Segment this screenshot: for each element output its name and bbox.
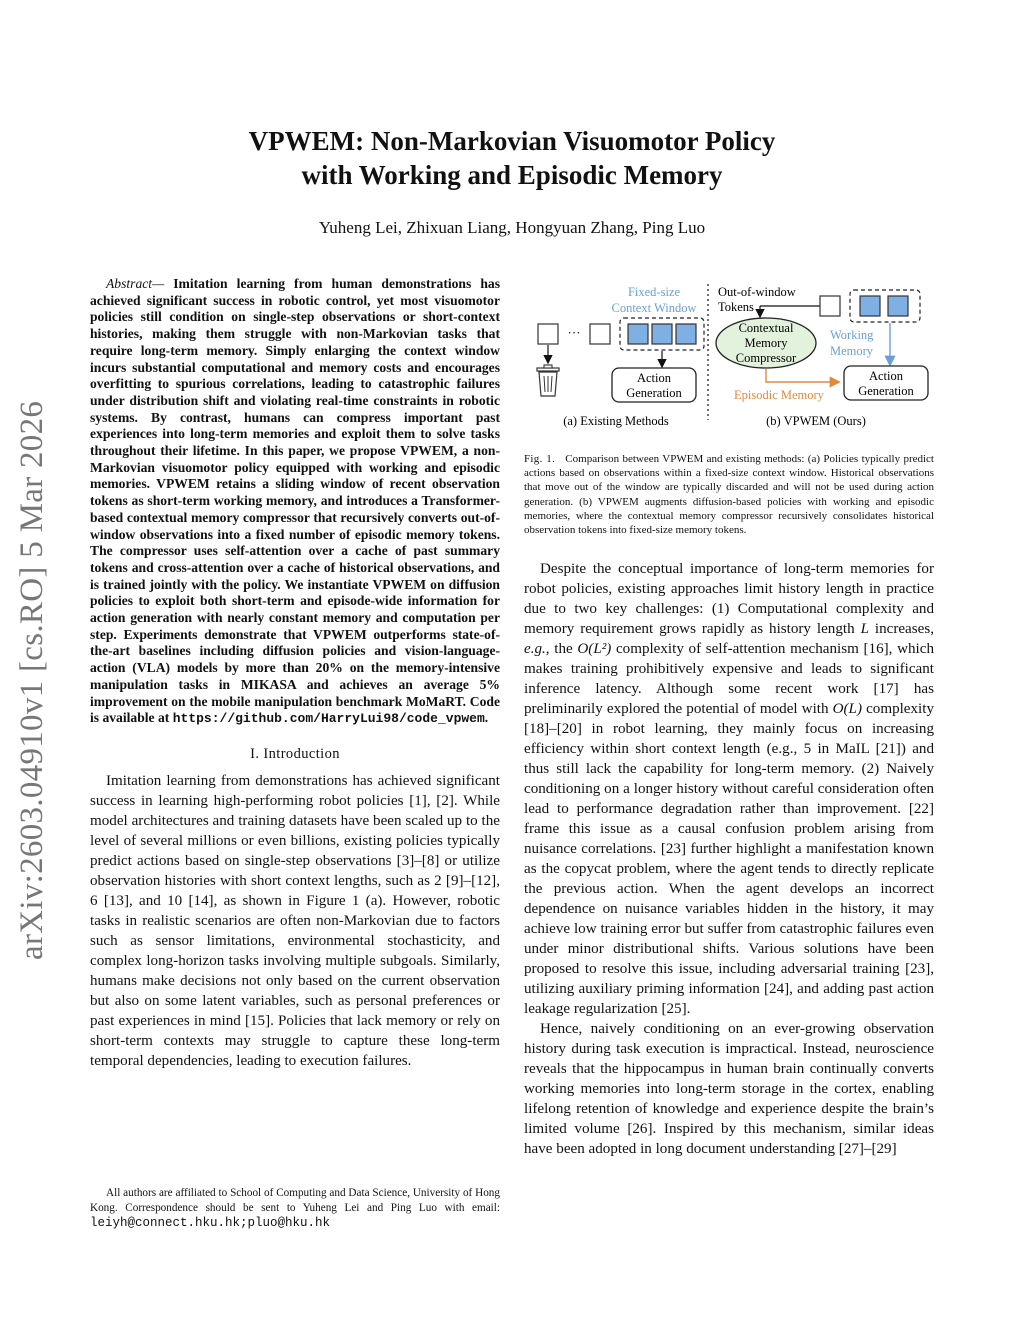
caption-a: (a) Existing Methods <box>563 414 669 428</box>
title-line-2: with Working and Episodic Memory <box>301 160 723 190</box>
figure-1 <box>524 282 934 442</box>
fixed-size-label-1: Fixed-size <box>627 285 681 299</box>
footnote-text: All authors are affiliated to School of Computing and Data Science, University of Hong Kong. Correspondence should be sent to Yuheng Lei and Ping Luo with email: <box>90 1187 500 1214</box>
right-body <box>524 559 934 1159</box>
action-gen-b-1: Action <box>868 369 904 383</box>
window-token-2 <box>652 324 672 344</box>
p1-part-3: , the <box>545 641 573 658</box>
email-link-2[interactable]: pluo@hku.hk <box>247 1216 331 1230</box>
old-observation-token <box>538 324 558 344</box>
email-separator: ; <box>240 1216 248 1230</box>
p1-math-oL: O(L) <box>832 701 862 718</box>
episodic-memory-arrow <box>766 369 838 382</box>
affiliation-footnote <box>90 1186 500 1231</box>
right-paragraph-2: Hence, naively conditioning on an ever-growing observation history during task execution is impractical. Instead, neuroscience reveals that the hippocampus in human brain continually converts working memories into long-term storage in the cortex, enabling lifelong retention of knowledge and experience despite the brain’s limited volume [26]. Inspired by this mechanism, similar ideas have been adopted in long document understanding [27]–[29] <box>524 1021 934 1158</box>
action-gen-a-2: Generation <box>626 386 682 400</box>
compressor-label-2: Memory <box>744 336 788 350</box>
out-of-window-token <box>820 296 840 316</box>
working-token-1 <box>860 296 880 316</box>
ellipsis: ··· <box>567 325 581 340</box>
working-token-2 <box>888 296 908 316</box>
code-url-link[interactable]: https://github.com/HarryLui98/code_vpwem <box>172 711 485 727</box>
right-column <box>524 282 934 1159</box>
out-of-window-label-1: Out-of-window <box>718 285 796 299</box>
abstract-dash: — <box>152 276 165 291</box>
arxiv-identifier: arXiv:2603.04910v1 [cs.RO] 5 Mar 2026 <box>14 400 50 960</box>
p1-part-4: complexity of self-attention mechanism [16], which makes training prohibitively expensive and leads to significant inference latency. Although some recent work [17] has preliminarily explored the potential of model with <box>524 641 935 718</box>
window-token-1 <box>628 324 648 344</box>
trash-can-icon <box>537 365 559 396</box>
out-of-window-label-2: Tokens <box>718 300 754 314</box>
title-line-1: VPWEM: Non-Markovian Visuomotor Policy <box>248 126 776 156</box>
caption-b: (b) VPWEM (Ours) <box>766 414 866 428</box>
p1-eg: e.g. <box>524 641 546 658</box>
intro-paragraph: Imitation learning from demonstrations has achieved significant success in learning high-performing robot policies [1], [2]. While model architectures and training datasets have been scaled up to the level of several millions or even billions, existing policies typically predict actions based on single-step observations [3]–[8] or utilize observation histories with short context lengths, such as 2 [9]–[12], 6 [13], and 10 [14], as shown in Figure 1 (a). However, robotic tasks in realistic scenarios are often non-Markovian due to factors such as sensor limitations, environmental stochasticity, and complex long-horizon tasks involving multiple subgoals. Similarly, humans make decisions not only based on the current observation but also on some latent variables, such as personal preferences or past experiences in mind [15]. Policies that lack memory or rely on short-term contexts may struggle to capture these long-term temporal dependencies, leading to execution failures. <box>90 772 500 1069</box>
fixed-size-label-2: Context Window <box>611 301 697 315</box>
abstract <box>90 276 500 728</box>
p1-math-oL2: O(L²) <box>577 641 612 658</box>
figure-1-diagram <box>524 282 934 432</box>
working-memory-label-2: Memory <box>830 344 874 358</box>
episodic-memory-label: Episodic Memory <box>734 388 824 402</box>
paper-title <box>160 124 864 192</box>
compressor-label-3: Compressor <box>735 351 797 365</box>
email-link-1[interactable]: leiyh@connect.hku.hk <box>90 1216 241 1230</box>
right-paragraph-1 <box>524 559 934 1019</box>
fig-caption-text: Comparison between VPWEM and existing methods: (a) Policies typically predict actions based on observations within a fixed-size context window. Historical observations that move out of the window are typically discarded and will not be used during action generation. (b) VPWEM augments diffusion-based policies with working and episodic memories, where the contextual memory compressor recursively consolidates historical observation tokens into fixed-size memory tokens. <box>524 453 934 537</box>
abstract-end: . <box>484 710 489 726</box>
working-memory-label-1: Working <box>830 328 874 342</box>
p1-part-5: complexity [18]–[20] in robot learning, they mainly focus on increasing efficiency within short context length (e.g., 5 in MaIL [21]) and thus still lack the capability for long-term memory. (2) Naively conditioning on a longer history without careful consideration often lead to performance degradation rather than improvement. [22] frame this issue as a causal confusion problem arising from nuisance correlations. [23] further highlight a manifestation known as the copycat problem, where the agent tends to directly replicate the previous action. When the agent develops an incorrect dependence on nuisance variables hidden in the history, it may achieve low training error but suffer from catastrophic failures even under minor distributional shifts. Various solutions have been proposed to resolve this issue, including adversarial training [23], utilizing auxiliary priming information [24], and adding past action leakage regularization [25]. <box>524 701 934 1018</box>
abstract-text: Imitation learning from human demonstrations has achieved significant success in robotic control, yet most visuomotor policies still condition on single-step observations or short-context histories, making them struggle with non-Markovian tasks that require long-term memory. Simply enlarging the context window incurs substantial computational and memory costs and encourages overfitting to spurious correlations, leading to catastrophic failures under distribution shift and violating real-time constraints in robotic systems. By contrast, humans can compress important past experiences into long-term memories and exploit them to solve tasks throughout their lifetime. In this paper, we propose VPWEM, a non-Markovian visuomotor policy equipped with working and episodic memories. VPWEM retains a sliding window of recent observation tokens as short-term working memory, and introduces a Transformer-based contextual memory compressor that recursively converts out-of-window observations into a fixed number of episodic memory tokens. The compressor uses self-attention over a cache of past summary tokens and cross-attention over a cache of historical observations, and is trained jointly with the policy. We instantiate VPWEM on diffusion policies to exploit both short-term and episode-wide information for action generation with nearly constant memory and computation per step. Experiments demonstrate that VPWEM outperforms state-of-the-art baselines including diffusion policies and vision-language-action (VLA) models by more than 20% on the memory-intensive manipulation tasks in MIKASA and achieves an average 5% improvement on the mobile manipulation benchmark MoMaRT. Code is available at <box>90 276 500 726</box>
fig-caption-label: Fig. 1. <box>524 453 556 465</box>
figure-1-caption <box>524 452 934 537</box>
p1-part-2: increases, <box>874 621 934 638</box>
compressor-label-1: Contextual <box>738 321 794 335</box>
left-column <box>90 276 500 1071</box>
observation-token <box>590 324 610 344</box>
action-gen-a-1: Action <box>636 371 672 385</box>
author-list: Yuheng Lei, Zhixuan Liang, Hongyuan Zhang, Ping Luo <box>318 218 706 237</box>
window-token-3 <box>676 324 696 344</box>
p1-part-1: Despite the conceptual importance of long-term memories for robot policies, existing approaches limit history length in practice due to two key challenges: (1) Computational complexity and memory requirement grows rapidly as history length <box>524 561 934 638</box>
section-heading-introduction: I. Introduction <box>250 745 340 762</box>
action-gen-b-2: Generation <box>858 384 914 398</box>
p1-math-L: L <box>860 621 869 638</box>
abstract-label: Abstract <box>106 276 153 291</box>
